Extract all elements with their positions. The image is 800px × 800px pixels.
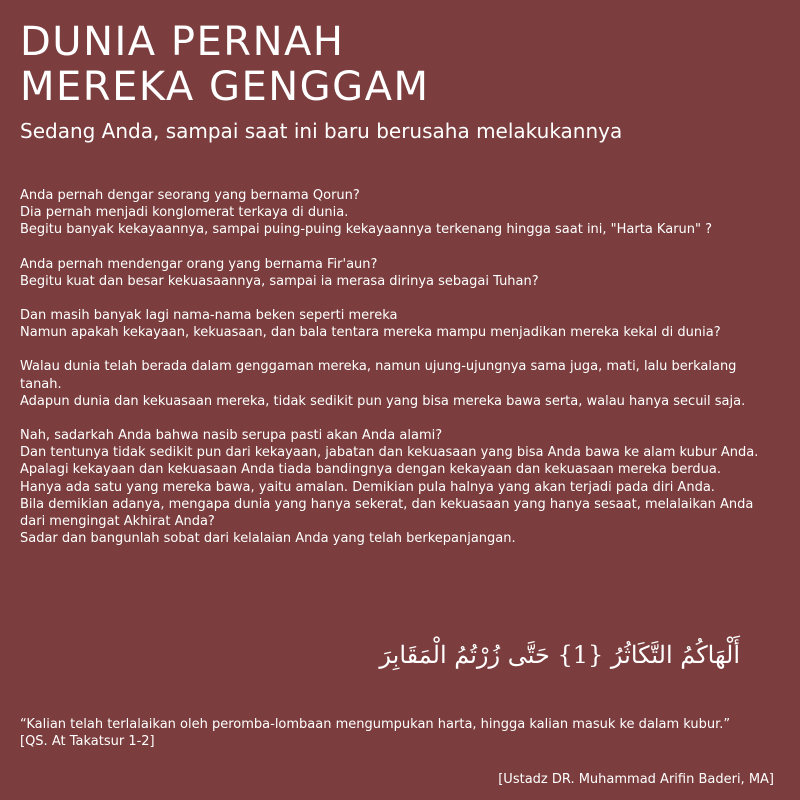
text-line: Anda pernah mendengar orang yang bernama Fir'aun? — [20, 256, 378, 272]
paragraph-names — [20, 307, 760, 341]
paragraph-world — [20, 358, 760, 410]
text-line: Anda pernah dengar seorang yang bernama Qorun? — [20, 188, 360, 203]
text-line: Begitu kuat dan besar kekuasaannya, sampai ia merasa dirinya sebagai Tuhan? — [20, 273, 539, 289]
page-title — [20, 20, 430, 110]
paragraph-qorun — [20, 187, 760, 239]
title-line-2: MEREKA GENGGAM — [20, 64, 430, 110]
title-line-1: DUNIA PERNAH — [20, 19, 345, 65]
verse-translation: “Kalian telah terlalaikan oleh peromba-lombaan mengumpukan harta, hingga kalian masuk ke dalam kubur.” [QS. At Takatsur 1-2] — [20, 717, 731, 750]
paragraph-firaun — [20, 256, 760, 290]
text-line: Dan tentunya tidak sedikit pun dari kekayaan, jabatan dan kekuasaan yang bisa Anda bawa ke alam kubur Anda. — [20, 445, 759, 461]
text-line: Dia pernah menjadi konglomerat terkaya di dunia. — [20, 205, 349, 221]
text-line: Sadar dan bangunlah sobat dari kelalaian Anda yang telah berkepanjangan. — [20, 531, 516, 547]
text-line: Bila demikian adanya, mengapa dunia yang hanya sekerat, dan kekuasaan yang hanya sesaat, melalaikan Anda dari mengingat Akhirat Anda? — [20, 496, 754, 530]
attribution: [Ustadz DR. Muhammad Arifin Baderi, MA] — [498, 772, 774, 787]
subtitle: Sedang Anda, sampai saat ini baru berusaha melakukannya — [20, 119, 623, 143]
body-text — [20, 187, 760, 547]
text-line: Adapun dunia dan kekuasaan mereka, tidak sedikit pun yang bisa mereka bawa serta, walau hanya secuil saja. — [20, 393, 746, 409]
text-line: Nah, sadarkah Anda bahwa nasib serupa pasti akan Anda alami? — [20, 428, 443, 444]
text-line: Apalagi kekayaan dan kekuasaan Anda tiada bandingnya dengan kekayaan dan kekuasaan mereka berdua. — [20, 462, 721, 478]
text-line: Walau dunia telah berada dalam genggaman mereka, namun ujung-ujungnya sama juga, mati, lalu berkalang tanah. — [20, 359, 737, 392]
text-line: Namun apakah kekayaan, kekuasaan, dan bala tentara mereka mampu menjadikan mereka kekal di dunia? — [20, 325, 721, 341]
text-line: Hanya ada satu yang mereka bawa, yaitu amalan. Demikian pula halnya yang akan terjadi pada diri Anda. — [20, 479, 715, 495]
text-line: Begitu banyak kekayaannya, sampai puing-puing kekayaannya terkenang hingga saat ini, "Harta Karun" ? — [20, 222, 713, 238]
text-line: Dan masih banyak lagi nama-nama beken seperti mereka — [20, 308, 398, 324]
arabic-verse: أَلْهَاكُمُ التَّكَاثُرُ {1} حَتَّى زُرْتُمُ الْمَقَابِرَ — [379, 641, 740, 669]
paragraph-reminder — [20, 427, 760, 547]
